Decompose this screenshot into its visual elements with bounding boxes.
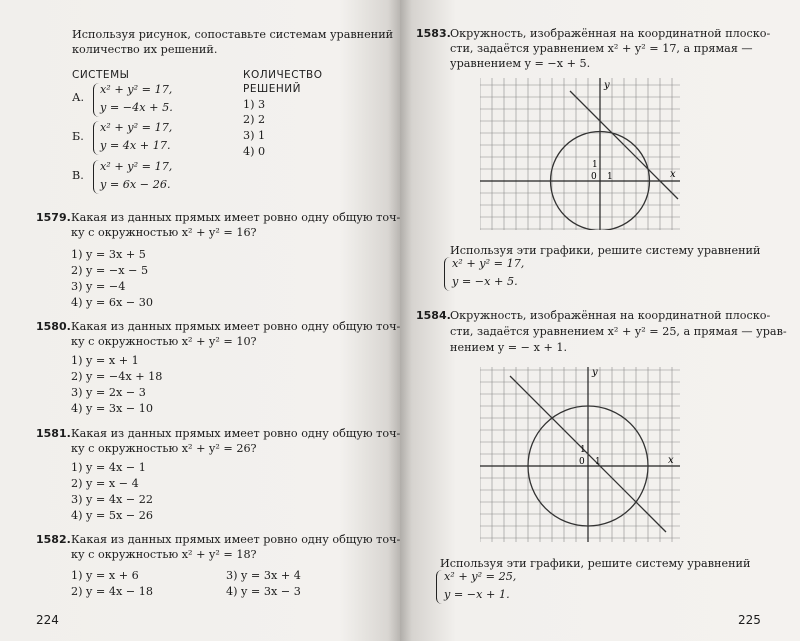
graph-1583-y-label: y: [604, 80, 610, 91]
problem-1584-task: Используя эти графики, решите систему уравнений: [440, 557, 751, 570]
graph-1584-origin-label: 0: [579, 457, 585, 467]
problem-1581-option: 4) y = 5x − 26: [71, 509, 153, 522]
graph-1583-unit-y-label: 1: [592, 160, 598, 170]
system-a-eq1: x² + y² = 17,: [100, 83, 173, 96]
count-option-2: 2) 2: [243, 113, 266, 126]
problem-1584-number: 1584.: [416, 309, 451, 322]
count-option-1: 1) 3: [243, 98, 266, 111]
problem-1583-eq2: y = −x + 5.: [452, 275, 518, 288]
problem-1583-brace: [444, 257, 450, 291]
graph-1584-unit-x-label: 1: [595, 457, 601, 467]
intro-line-1: Используя рисунок, сопоставьте системам уравнений: [72, 28, 394, 41]
system-b-eq1: x² + y² = 17,: [100, 121, 173, 134]
problem-1584-line1: Окружность, изображённая на координатной плоско-: [450, 309, 771, 322]
problem-1580-option: 1) y = x + 1: [71, 354, 139, 367]
problem-1581-option: 2) y = x − 4: [71, 477, 139, 490]
problem-1580-line2: ку с окружностью x² + y² = 10?: [71, 335, 257, 348]
count-option-3: 3) 1: [243, 129, 266, 142]
count-header-2: РЕШЕНИЙ: [243, 83, 301, 95]
system-v-letter: В.: [72, 169, 84, 182]
problem-1581-option: 1) y = 4x − 1: [71, 461, 146, 474]
problem-1582-option: 2) y = 4x − 18: [71, 585, 153, 598]
problem-1579-line2: ку с окружностью x² + y² = 16?: [71, 226, 257, 239]
system-b-eq2: y = 4x + 17.: [100, 139, 171, 152]
graph-1583-unit-x-label: 1: [607, 172, 613, 182]
problem-1579-option: 4) y = 6x − 30: [71, 296, 153, 309]
right-page-number: 225: [738, 613, 761, 627]
problem-1583-eq1: x² + y² = 17,: [452, 257, 525, 270]
problem-1583-task: Используя эти графики, решите систему уравнений: [450, 244, 761, 257]
graph-1584-unit-y-label: 1: [580, 445, 586, 455]
problem-1584-eq2: y = −x + 1.: [444, 588, 510, 601]
problem-1583-line3: уравнением y = −x + 5.: [450, 57, 591, 70]
graph-1584: [480, 367, 680, 542]
problem-1582-line1: Какая из данных прямых имеет ровно одну общую точ-: [71, 533, 400, 546]
system-v-eq2: y = 6x − 26.: [100, 178, 171, 191]
problem-1582-line2: ку с окружностью x² + y² = 18?: [71, 548, 257, 561]
intro-line-2: количество их решений.: [72, 43, 218, 56]
system-v-eq1: x² + y² = 17,: [100, 160, 173, 173]
graph-1584-y-label: y: [592, 367, 598, 378]
problem-1579-option: 1) y = 3x + 5: [71, 248, 146, 261]
problem-1580-option: 3) y = 2x − 3: [71, 386, 146, 399]
problem-1580-number: 1580.: [36, 320, 71, 333]
systems-header: СИСТЕМЫ: [72, 69, 130, 81]
left-page-number: 224: [36, 613, 59, 627]
graph-1583: [480, 78, 680, 230]
count-option-4: 4) 0: [243, 145, 266, 158]
problem-1584-line2: сти, задаётся уравнением x² + y² = 25, а прямая — урав-: [450, 325, 787, 338]
problem-1579-line1: Какая из данных прямых имеет ровно одну общую точ-: [71, 211, 400, 224]
system-a-letter: А.: [72, 91, 85, 104]
problem-1579-number: 1579.: [36, 211, 71, 224]
problem-1584-brace: [436, 570, 442, 604]
problem-1581-option: 3) y = 4x − 22: [71, 493, 153, 506]
system-a-eq2: y = −4x + 5.: [100, 101, 173, 114]
problem-1582-option: 4) y = 3x − 3: [226, 585, 301, 598]
problem-1581-line2: ку с окружностью x² + y² = 26?: [71, 442, 257, 455]
system-v-brace: [93, 160, 99, 194]
problem-1584-eq1: x² + y² = 25,: [444, 570, 517, 583]
problem-1581-line1: Какая из данных прямых имеет ровно одну общую точ-: [71, 427, 400, 440]
graph-1584-x-label: x: [668, 455, 674, 466]
problem-1582-option: 1) y = x + 6: [71, 569, 139, 582]
problem-1579-option: 2) y = −x − 5: [71, 264, 149, 277]
system-b-letter: Б.: [72, 130, 84, 143]
graph-1583-origin-label: 0: [591, 172, 597, 182]
system-b-brace: [93, 121, 99, 155]
problem-1580-line1: Какая из данных прямых имеет ровно одну общую точ-: [71, 320, 400, 333]
problem-1582-number: 1582.: [36, 533, 71, 546]
problem-1579-option: 3) y = −4: [71, 280, 126, 293]
right-page: [400, 0, 800, 641]
problem-1580-option: 4) y = 3x − 10: [71, 402, 153, 415]
problem-1580-option: 2) y = −4x + 18: [71, 370, 163, 383]
graph-1583-x-label: x: [670, 169, 676, 180]
problem-1583-line1: Окружность, изображённая на координатной плоско-: [450, 27, 771, 40]
problem-1583-number: 1583.: [416, 27, 451, 40]
count-header-1: КОЛИЧЕСТВО: [243, 69, 323, 81]
system-a-brace: [93, 83, 99, 117]
problem-1582-option: 3) y = 3x + 4: [226, 569, 301, 582]
problem-1583-line2: сти, задаётся уравнением x² + y² = 17, а прямая —: [450, 42, 753, 55]
problem-1581-number: 1581.: [36, 427, 71, 440]
problem-1584-line3: нением y = − x + 1.: [450, 341, 568, 354]
